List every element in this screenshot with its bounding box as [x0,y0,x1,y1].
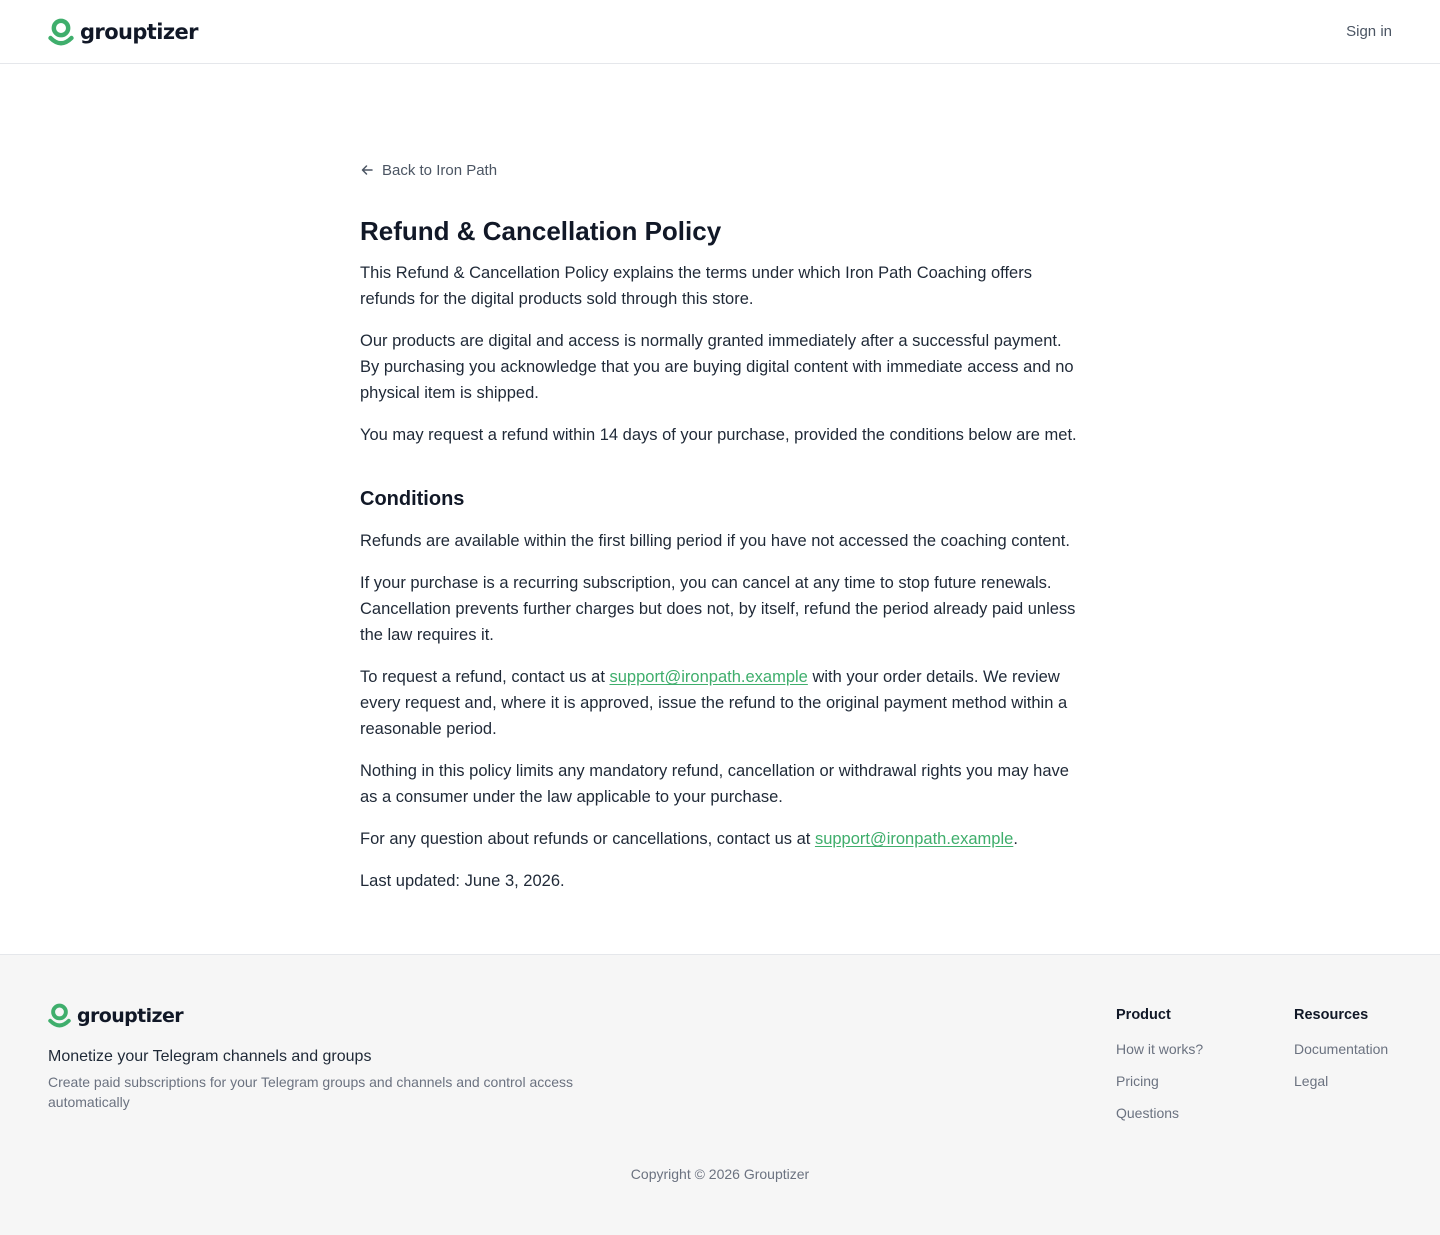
refund-request-paragraph [360,664,1080,742]
grouptizer-logo-icon [48,18,74,46]
condition-paragraph: If your purchase is a recurring subscription, you can cancel at any time to stop future renewals. Cancellation prevents further charges but does not, by itself, refund the period already paid unless the law requires it. [360,574,1076,644]
intro-paragraph: You may request a refund within 14 days of your purchase, provided the conditions below are met. [360,426,1077,444]
back-link[interactable] [360,160,497,180]
site-header [0,0,1440,64]
text-segment: To request a refund, contact us at [360,668,610,686]
site-footer [0,954,1440,1235]
footer-link-pricing[interactable]: Pricing [1116,1073,1159,1089]
brand-name: grouptizer [77,1004,184,1027]
conditions-heading: Conditions [360,488,465,510]
text-segment: . [1013,830,1018,848]
footer-link-documentation[interactable]: Documentation [1294,1041,1389,1057]
footer-brand [48,1003,608,1135]
footer-description: Create paid subscriptions for your Telegram groups and channels and control access automatically [48,1074,574,1110]
page-title: Refund & Cancellation Policy [360,216,722,246]
text-segment: For any question about refunds or cancellations, contact us at [360,830,815,848]
back-link-label: Back to Iron Path [382,161,498,179]
brand-name: grouptizer [80,19,198,44]
condition-paragraph: Refunds are available within the first billing period if you have not accessed the coaching content. [360,532,1070,550]
footer-link-how-it-works[interactable]: How it works? [1116,1041,1204,1057]
policy-content [360,64,1080,954]
column-title: Product [1116,1007,1171,1023]
support-email-link[interactable]: support@ironpath.example [814,830,1014,848]
arrow-left-icon [360,163,374,177]
grouptizer-logo-icon [48,1003,71,1028]
footer-link-questions[interactable]: Questions [1116,1105,1180,1121]
footer-link-legal[interactable]: Legal [1294,1073,1329,1089]
text-segment: with your order details. We review every request and, where it is approved, issue the refund to the original payment method within a reasonable period. [360,668,1068,738]
footer-tagline: Monetize your Telegram channels and groups [48,1048,372,1065]
contact-paragraph [360,826,1080,852]
logo-link[interactable] [48,18,198,46]
footer-column-resources [1294,1003,1392,1135]
footer-columns [1116,1003,1392,1135]
condition-paragraph: Nothing in this policy limits any mandatory refund, cancellation or withdrawal rights you may have as a consumer under the law applicable to your purchase. [360,762,1069,806]
intro-paragraph: This Refund & Cancellation Policy explains the terms under which Iron Path Coaching offers refunds for the digital products sold through this store. [360,264,1032,308]
copyright: Copyright © 2026 Grouptizer [630,1166,810,1182]
last-updated: Last updated: June 3, 2026. [360,872,565,890]
sign-in-link[interactable]: Sign in [1346,23,1392,40]
footer-column-product [1116,1003,1294,1135]
intro-paragraph: Our products are digital and access is normally granted immediately after a successful payment. By purchasing you acknowledge that you are buying digital content with immediate access and no physical item is shipped. [360,332,1074,402]
footer-logo-link[interactable] [48,1003,608,1028]
column-title: Resources [1294,1007,1369,1023]
support-email-link[interactable]: support@ironpath.example [609,668,808,686]
